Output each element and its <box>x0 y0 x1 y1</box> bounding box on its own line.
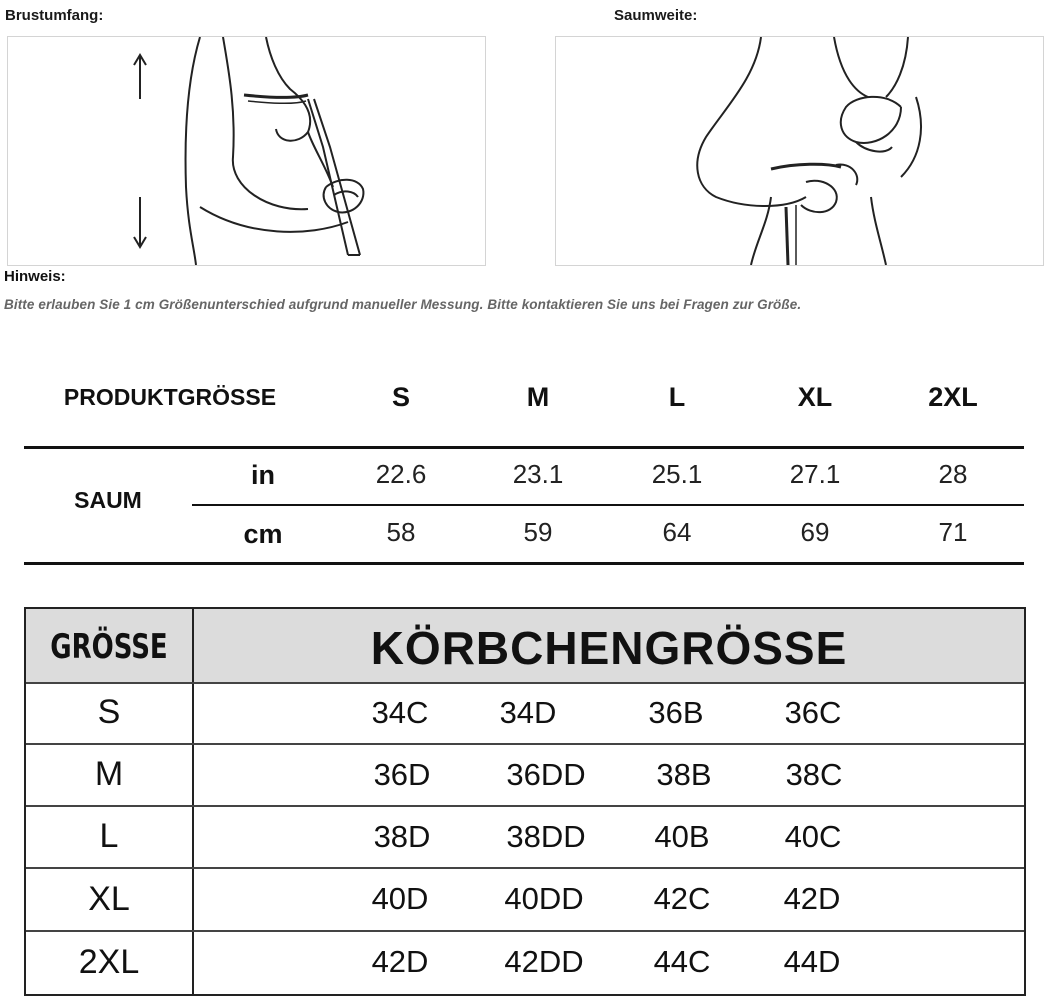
cup-cell: 42D <box>371 944 429 979</box>
cup-cell: 40D <box>371 881 429 916</box>
bust-measure-illustration <box>7 36 486 266</box>
cup-cell: 36C <box>784 695 842 730</box>
cup-row-size: L <box>99 817 119 855</box>
cup-cell: 34C <box>371 695 429 730</box>
hem-label: Saumweite: <box>614 7 698 24</box>
unit-in: in <box>251 460 275 490</box>
hem-in-s: 22.6 <box>375 459 427 489</box>
hem-cm-l: 64 <box>662 517 692 547</box>
cup-table-size-header: GRÖSSE <box>50 627 168 667</box>
cup-row-size: XL <box>88 880 130 918</box>
cup-cell: 42D <box>783 881 841 916</box>
row-rule <box>26 867 1024 869</box>
cup-cell: 38C <box>785 757 843 792</box>
cup-cell: 36DD <box>506 757 586 792</box>
note-text: Bitte erlauben Sie 1 cm Größenunterschied aufgrund manueller Messung. Bitte kontaktieren Sie uns bei Fragen zur Größe. <box>4 297 802 312</box>
hem-measure-illustration <box>555 36 1044 266</box>
row-rule <box>26 805 1024 807</box>
cup-row-size: 2XL <box>78 943 140 981</box>
size-header-l: L <box>668 382 686 412</box>
hem-cm-m: 59 <box>523 517 553 547</box>
up-arrow-icon <box>134 55 146 99</box>
cup-cell: 38D <box>373 819 431 854</box>
table-rule-top <box>24 446 1024 449</box>
size-header-s: S <box>391 382 410 412</box>
hem-cm-2xl: 71 <box>938 517 968 547</box>
cup-cell: 38DD <box>506 819 586 854</box>
hem-cm-s: 58 <box>386 517 416 547</box>
row-rule <box>26 682 1024 684</box>
cup-cell: 42DD <box>504 944 584 979</box>
cup-cell: 44C <box>653 944 711 979</box>
cup-cell: 40DD <box>504 881 584 916</box>
cup-table-cup-header: KÖRBCHENGRÖSSE <box>370 622 848 674</box>
hem-row-label: SAUM <box>74 487 142 513</box>
cup-row-size: M <box>94 755 124 793</box>
hem-in-xl: 27.1 <box>789 459 841 489</box>
size-header-2xl: 2XL <box>928 382 978 412</box>
cup-cell: 38B <box>656 757 712 792</box>
cup-cell: 44D <box>783 944 841 979</box>
row-rule <box>26 930 1024 932</box>
note-title: Hinweis: <box>4 268 66 285</box>
cup-cell: 34D <box>499 695 557 730</box>
size-header-xl: XL <box>797 382 833 412</box>
hem-in-l: 25.1 <box>651 459 703 489</box>
cup-cell: 40B <box>654 819 710 854</box>
cup-cell: 40C <box>784 819 842 854</box>
row-rule <box>26 743 1024 745</box>
hem-cm-xl: 69 <box>800 517 830 547</box>
bust-label: Brustumfang: <box>5 7 104 24</box>
size-header-m: M <box>526 382 550 412</box>
cup-cell: 36B <box>648 695 704 730</box>
cup-size-table <box>24 607 1026 996</box>
cup-cell: 42C <box>653 881 711 916</box>
hem-in-2xl: 28 <box>938 459 968 489</box>
product-size-header: PRODUKTGRÖSSE <box>63 384 277 410</box>
hem-in-m: 23.1 <box>512 459 564 489</box>
table-rule-bottom <box>24 562 1024 565</box>
down-arrow-icon <box>134 197 146 247</box>
unit-cm: cm <box>243 519 283 549</box>
cup-cell: 36D <box>373 757 431 792</box>
cup-row-size: S <box>97 693 121 731</box>
table-rule-mid <box>192 504 1024 506</box>
